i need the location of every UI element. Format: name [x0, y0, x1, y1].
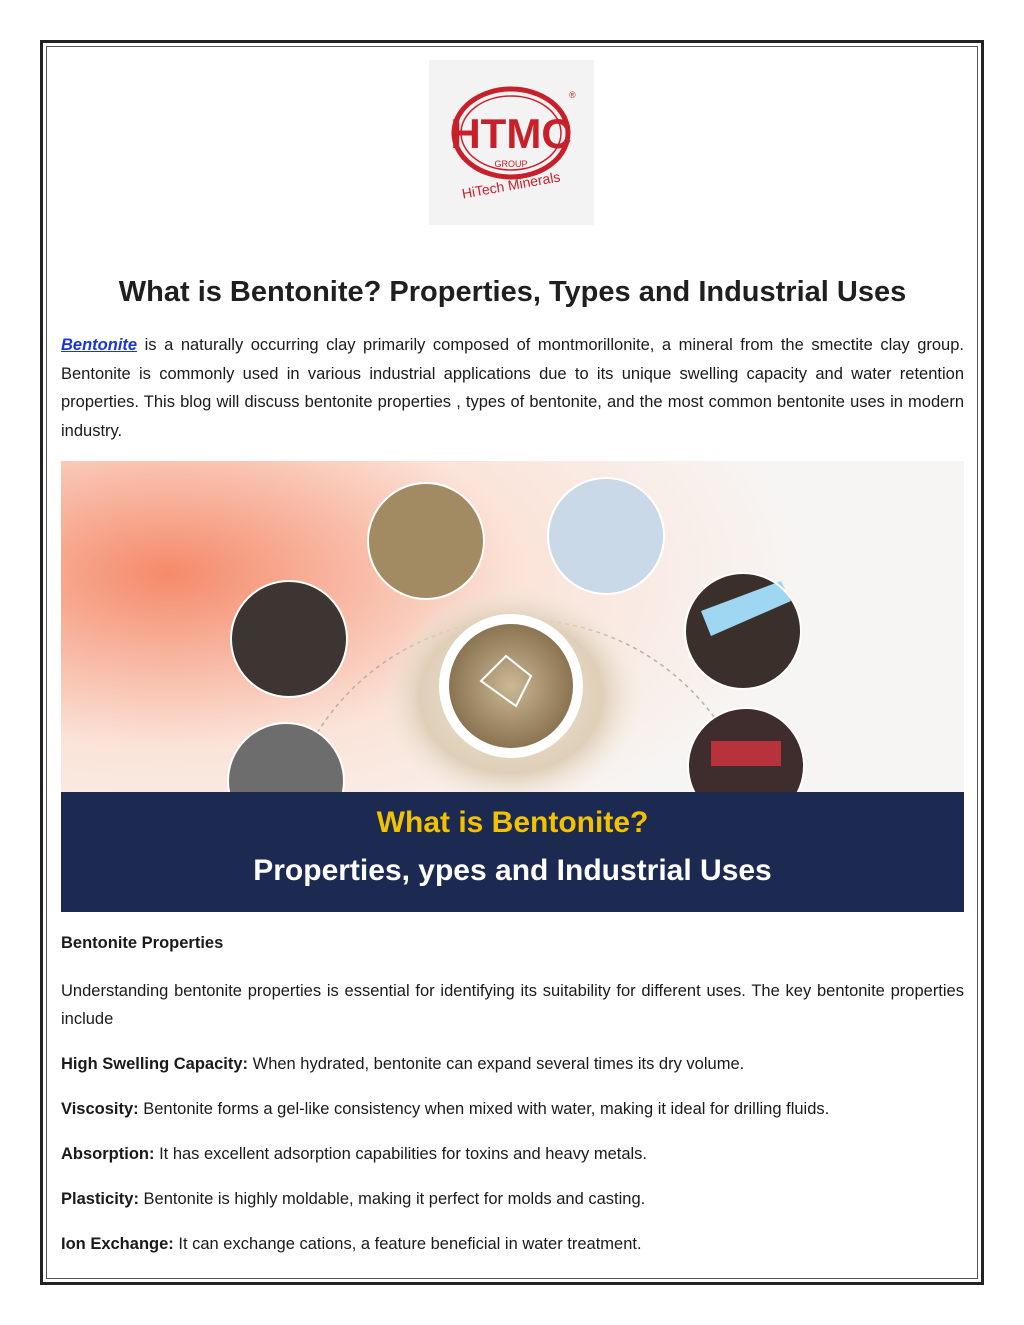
- property-label: Absorption:: [61, 1145, 155, 1163]
- htmc-logo: [429, 60, 594, 225]
- properties-heading: Bentonite Properties: [61, 934, 224, 952]
- property-item: [61, 1095, 964, 1123]
- property-item: [61, 1185, 964, 1213]
- intro-paragraph: [61, 331, 964, 445]
- property-label: Plasticity:: [61, 1190, 139, 1208]
- property-item: [61, 1230, 964, 1258]
- logo-group-text: GROUP: [494, 159, 528, 169]
- property-text: It can exchange cations, a feature beneficial in water treatment.: [173, 1235, 642, 1253]
- property-label: High Swelling Capacity:: [61, 1055, 249, 1073]
- property-item: [61, 1140, 964, 1168]
- logo-brand-text: HTMC: [450, 110, 572, 157]
- banner-title: What is Bentonite?: [376, 806, 649, 839]
- properties-intro: Understanding bentonite properties is essential for identifying its suitability for different uses. The key bentonite properties include: [61, 982, 964, 1028]
- banner-subtitle: Properties, ypes and Industrial Uses: [253, 854, 772, 887]
- property-label: Viscosity:: [61, 1100, 139, 1118]
- property-text: When hydrated, bentonite can expand several times its dry volume.: [248, 1055, 745, 1073]
- hero-banner: [61, 792, 964, 912]
- logo-registered-mark: ®: [569, 90, 576, 100]
- article-title: What is Bentonite? Properties, Types and Industrial Uses: [118, 276, 907, 308]
- bentonite-link[interactable]: Bentonite: [61, 336, 138, 354]
- intro-text: is a naturally occurring clay primarily composed of montmorillonite, a mineral from the smectite clay group. Bentonite is commonly used in various industrial applications due to its unique swelling capacity and water retention properties. This blog will discuss bentonite properties , types of bentonite, and the most common bentonite uses in modern industry.: [61, 336, 964, 440]
- property-text: Bentonite is highly moldable, making it perfect for molds and casting.: [138, 1190, 646, 1208]
- property-text: Bentonite forms a gel-like consistency when mixed with water, making it ideal for drilling fluids.: [138, 1100, 830, 1118]
- logo-tagline: HiTech Minerals: [460, 168, 562, 202]
- htmc-logo-graphic: [429, 60, 594, 225]
- property-label: Ion Exchange:: [61, 1235, 174, 1253]
- property-text: It has excellent adsorption capabilities for toxins and heavy metals.: [154, 1145, 648, 1163]
- property-item: [61, 1050, 964, 1078]
